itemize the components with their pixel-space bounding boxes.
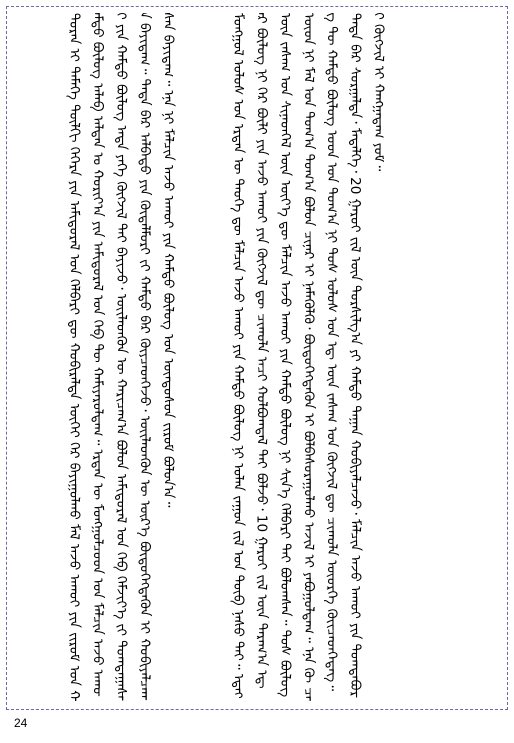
- paragraph-2: ᠮᠣᠩᠭᠣᠯ ᠤᠯᠤᠰ ᠤᠨ ᠡᠷᠲᠡᠨ ᠦ ᠲᠡᠦᠬᠡ ᠳᠦ ᠮᠠᠯᠴᠢᠨ ᠠᠵᠤ ᠠᠬᠤᠢ ᠶᠢᠨ ᠬᠠᠮᠲᠤ ᠪᠦᠯᠦᠭ ᠨᠢ ᠣᠯᠠᠨ ᠵᠠᠭᠤᠨ ᠵᠢᠯ ᠤᠨ ᠲᠦᠪ ᠨᠠᠰᠤ ᠲᠠᠢ᠃ ᠡᠳᠡᠭᠡᠷ ᠪᠦᠯᠦᠭ ᠨᠢ ᠭᠡᠷ ᠪᠦᠯᠢ ᠶᠢᠨ ᠠᠵᠤ ᠠᠬᠤᠢ ᠶᠢᠨ ᠬᠥᠭᠵᠢᠯ ᠳᠦ ᠴᠢᠬᠤᠯᠠ ᠠᠴᠢ ᠬᠣᠯᠪᠣᠭᠳᠠᠯ ᠲᠠᠢ ᠪᠣᠯᠵᠤ᠂ 10 ᠭᠠᠷᠤᠢ ᠵᠢᠯ ᠦᠨ ᠳᠠᠷᠠᠭ᠎ᠠ ᠡᠳ᠋ ᠦᠨ ᠵᠠᠰᠠᠭ ᠤᠨ ᠰᠢᠨᠡᠳᠬᠡᠯ ᠦᠨ ᠦᠶ᠎ᠡ ᠳᠦ ᠮᠠᠯᠴᠢᠨ ᠠᠵᠤ ᠠᠬᠤᠢ ᠶᠢᠨ ᠬᠠᠮᠲᠤ ᠪᠦᠯᠦᠭ ᠨᠢ ᠰᠢᠨ᠎ᠡ ᠬᠡᠯᠪᠡᠷᠢ ᠲᠠᠢ ᠪᠣᠯᠤᠭᠰᠠᠨ᠃ ᠲᠤᠰ ᠪᠦᠯᠦᠭ ᠦᠳ ᠨᠢ ᠮᠠᠯ ᠤᠨ ᠲᠤᠭ᠎ᠠ ᠲᠣᠭ᠎ᠠ ᠪᠤᠯᠤᠨ ᠴᠢᠨᠠᠷ ᠢ ᠨᠡᠮᠡᠭᠦᠯᠬᠦ᠂ ᠪᠦᠲᠦᠭᠡᠭᠳᠡᠬᠦᠨ ᠢ ᠪᠣᠯᠪᠠᠰᠤᠷᠠᠭᠤᠯᠬᠤ ᠠᠵᠢᠯ ᠢ ᠶᠠᠪᠤᠭᠤᠯᠳᠠᠭ᠃ ᠡᠨᠡ ᠬᠦ ᠴᠠᠭ ᠲᠦ ᠬᠠᠮᠲᠤ ᠪᠦᠯᠦᠭ ᠤᠳ ᠤᠨ ᠲᠣᠭ᠎ᠠ ᠨᠢ ᠲᠤᠰ ᠤᠯᠤᠰ ᠤᠨ ᠡᠳ᠋ ᠦᠨ ᠵᠠᠰᠠᠭ ᠤᠨ ᠬᠥᠭᠵᠢᠯ ᠳᠦ ᠴᠢᠬᠤᠯᠠ ᠦᠦᠷᠭᠡ ᠭᠦᠢᠴᠡᠳᠭᠡᠳᠡᠭ᠃ ᠲᠡᠳᠡ ᠪᠡᠷ ᠰᠤᠷᠭᠠᠯᠲᠠ᠂ ᠮᠡᠳᠡᠯᠭᠡ᠂ 20 ᠭᠠᠷᠤᠢ ᠵᠢᠯ ᠦᠨ ᠲᠤᠷᠰᠢᠯᠭ᠎ᠠ ᠶᠢ ᠬᠠᠮᠲᠤ ᠳᠠᠭᠠᠨ ᠬᠤᠪᠢᠶᠠᠯᠴᠠᠵᠤ᠂ ᠮᠠᠯᠴᠢᠨ ᠠᠵᠤ ᠠᠬᠤᠢ ᠶᠢᠨ ᠲᠣᠭᠲᠠᠪᠤᠷᠢ ᠬᠥᠭᠵᠢᠯ ᠢ ᠬᠠᠩᠭᠠᠳᠠᠭ ᠶᠤᠮ᠃: [230, 13, 387, 701]
- page-number: 24: [14, 716, 28, 730]
- vertical-text-body: [15, 13, 499, 701]
- page-frame: [6, 6, 508, 710]
- paragraph-1: ᠳᠤᠷᠠᠨ ᠢ ᠲᠡᠮᠡᠭᠡ ᠲᠦᠯᠬᠢ ᠬᠡᠭᠡᠷᠡ ᠶᠢᠨ ᠠᠮᠢᠳᠤᠷᠠᠯ ᠤᠨ ᠬᠡᠯᠪᠡᠷᠢ ᠳᠦ ᠬᠤᠪᠢᠷᠠᠯᠲᠠ ᠦᠭᠡᠢ ᠭᠡᠷ ᠪᠠᠶᠢᠭᠤᠯᠬᠤ ᠮᠠᠯ ᠠᠵᠤ ᠠᠬᠤᠢ ᠶᠢᠨ ᠵᠢᠷᠤᠮ ᠤᠨ ᠬᠠᠮᠲᠤ ᠪᠦᠯᠦᠭ ᠠᠯᠠᠪ ᠠᠯᠳᠠᠨ ᠤ ᠬᠤᠷᠢᠶ᠎ᠠ ᠶᠢᠨ ᠠᠮᠢᠳᠤᠷᠠᠯ ᠤᠨ ᠬᠡᠪ ᠲᠦ ᠬᠠᠮᠢᠶᠠᠷᠤᠯᠳᠠᠭ᠃ ᠡᠷᠲᠡᠨ ᠦ ᠮᠣᠩᠭᠣᠯᠴᠤᠳ ᠤᠨ ᠮᠠᠯᠴᠢᠨ ᠠᠵᠤ ᠠᠬᠤᠢ ᠶᠢᠨ ᠬᠠᠮᠲᠤ ᠪᠦᠯᠦᠭ ᠡᠨᠳᠡ ᠶᠡᠬᠡ ᠬᠥᠭᠵᠢᠯ ᠲᠡᠢ ᠪᠠᠶᠢᠵᠤ᠂ ᠦᠢᠯᠡᠳᠬᠦᠨ ᠦ ᠬᠠᠷᠢᠴᠠᠭ᠎ᠠ ᠪᠣᠯᠤᠨ ᠠᠮᠢᠳᠤᠷᠠᠯ ᠤᠨ ᠬᠡᠪ ᠬᠡᠮᠵᠢᠶ᠎ᠡ ᠵᠢ ᠲᠤᠭᠲᠠᠭᠠᠰᠠᠨ ᠪᠠᠶᠢᠳᠠᠭ᠃ ᠲᠡᠳᠡ ᠪᠡᠷ ᠠᠯᠪᠠᠲᠤ ᠶᠢᠨ ᠬᠥᠳᠡᠯᠮᠦᠷᠢ ᠵᠢ ᠬᠠᠮᠲᠤ ᠪᠡᠷ ᠭᠦᠶᠴᠡᠳᠬᠡᠵᠦ᠂ ᠦᠢᠯᠡᠳᠬᠦᠨ ᠦ ᠦᠷ᠎ᠡ ᠪᠦᠲᠦᠭᠡᠭᠳᠡᠬᠦᠨ ᠢ ᠬᠤᠪᠢᠶᠠᠯᠴᠠᠭᠰᠠᠨ ᠪᠠᠶᠢᠳᠠᠭ᠃ ᠡᠨᠡ ᠨᠢ ᠮᠠᠯᠴᠢᠨ ᠠᠵᠤ ᠠᠬᠤᠢ ᠶᠢᠨ ᠬᠠᠮᠲᠤ ᠪᠦᠯᠦᠭ ᠤᠨ ᠦᠨᠳᠦᠰᠦᠨ ᠵᠢᠷᠤᠮ ᠪᠣᠯᠤᠨ᠎ᠠ᠃: [66, 13, 176, 701]
